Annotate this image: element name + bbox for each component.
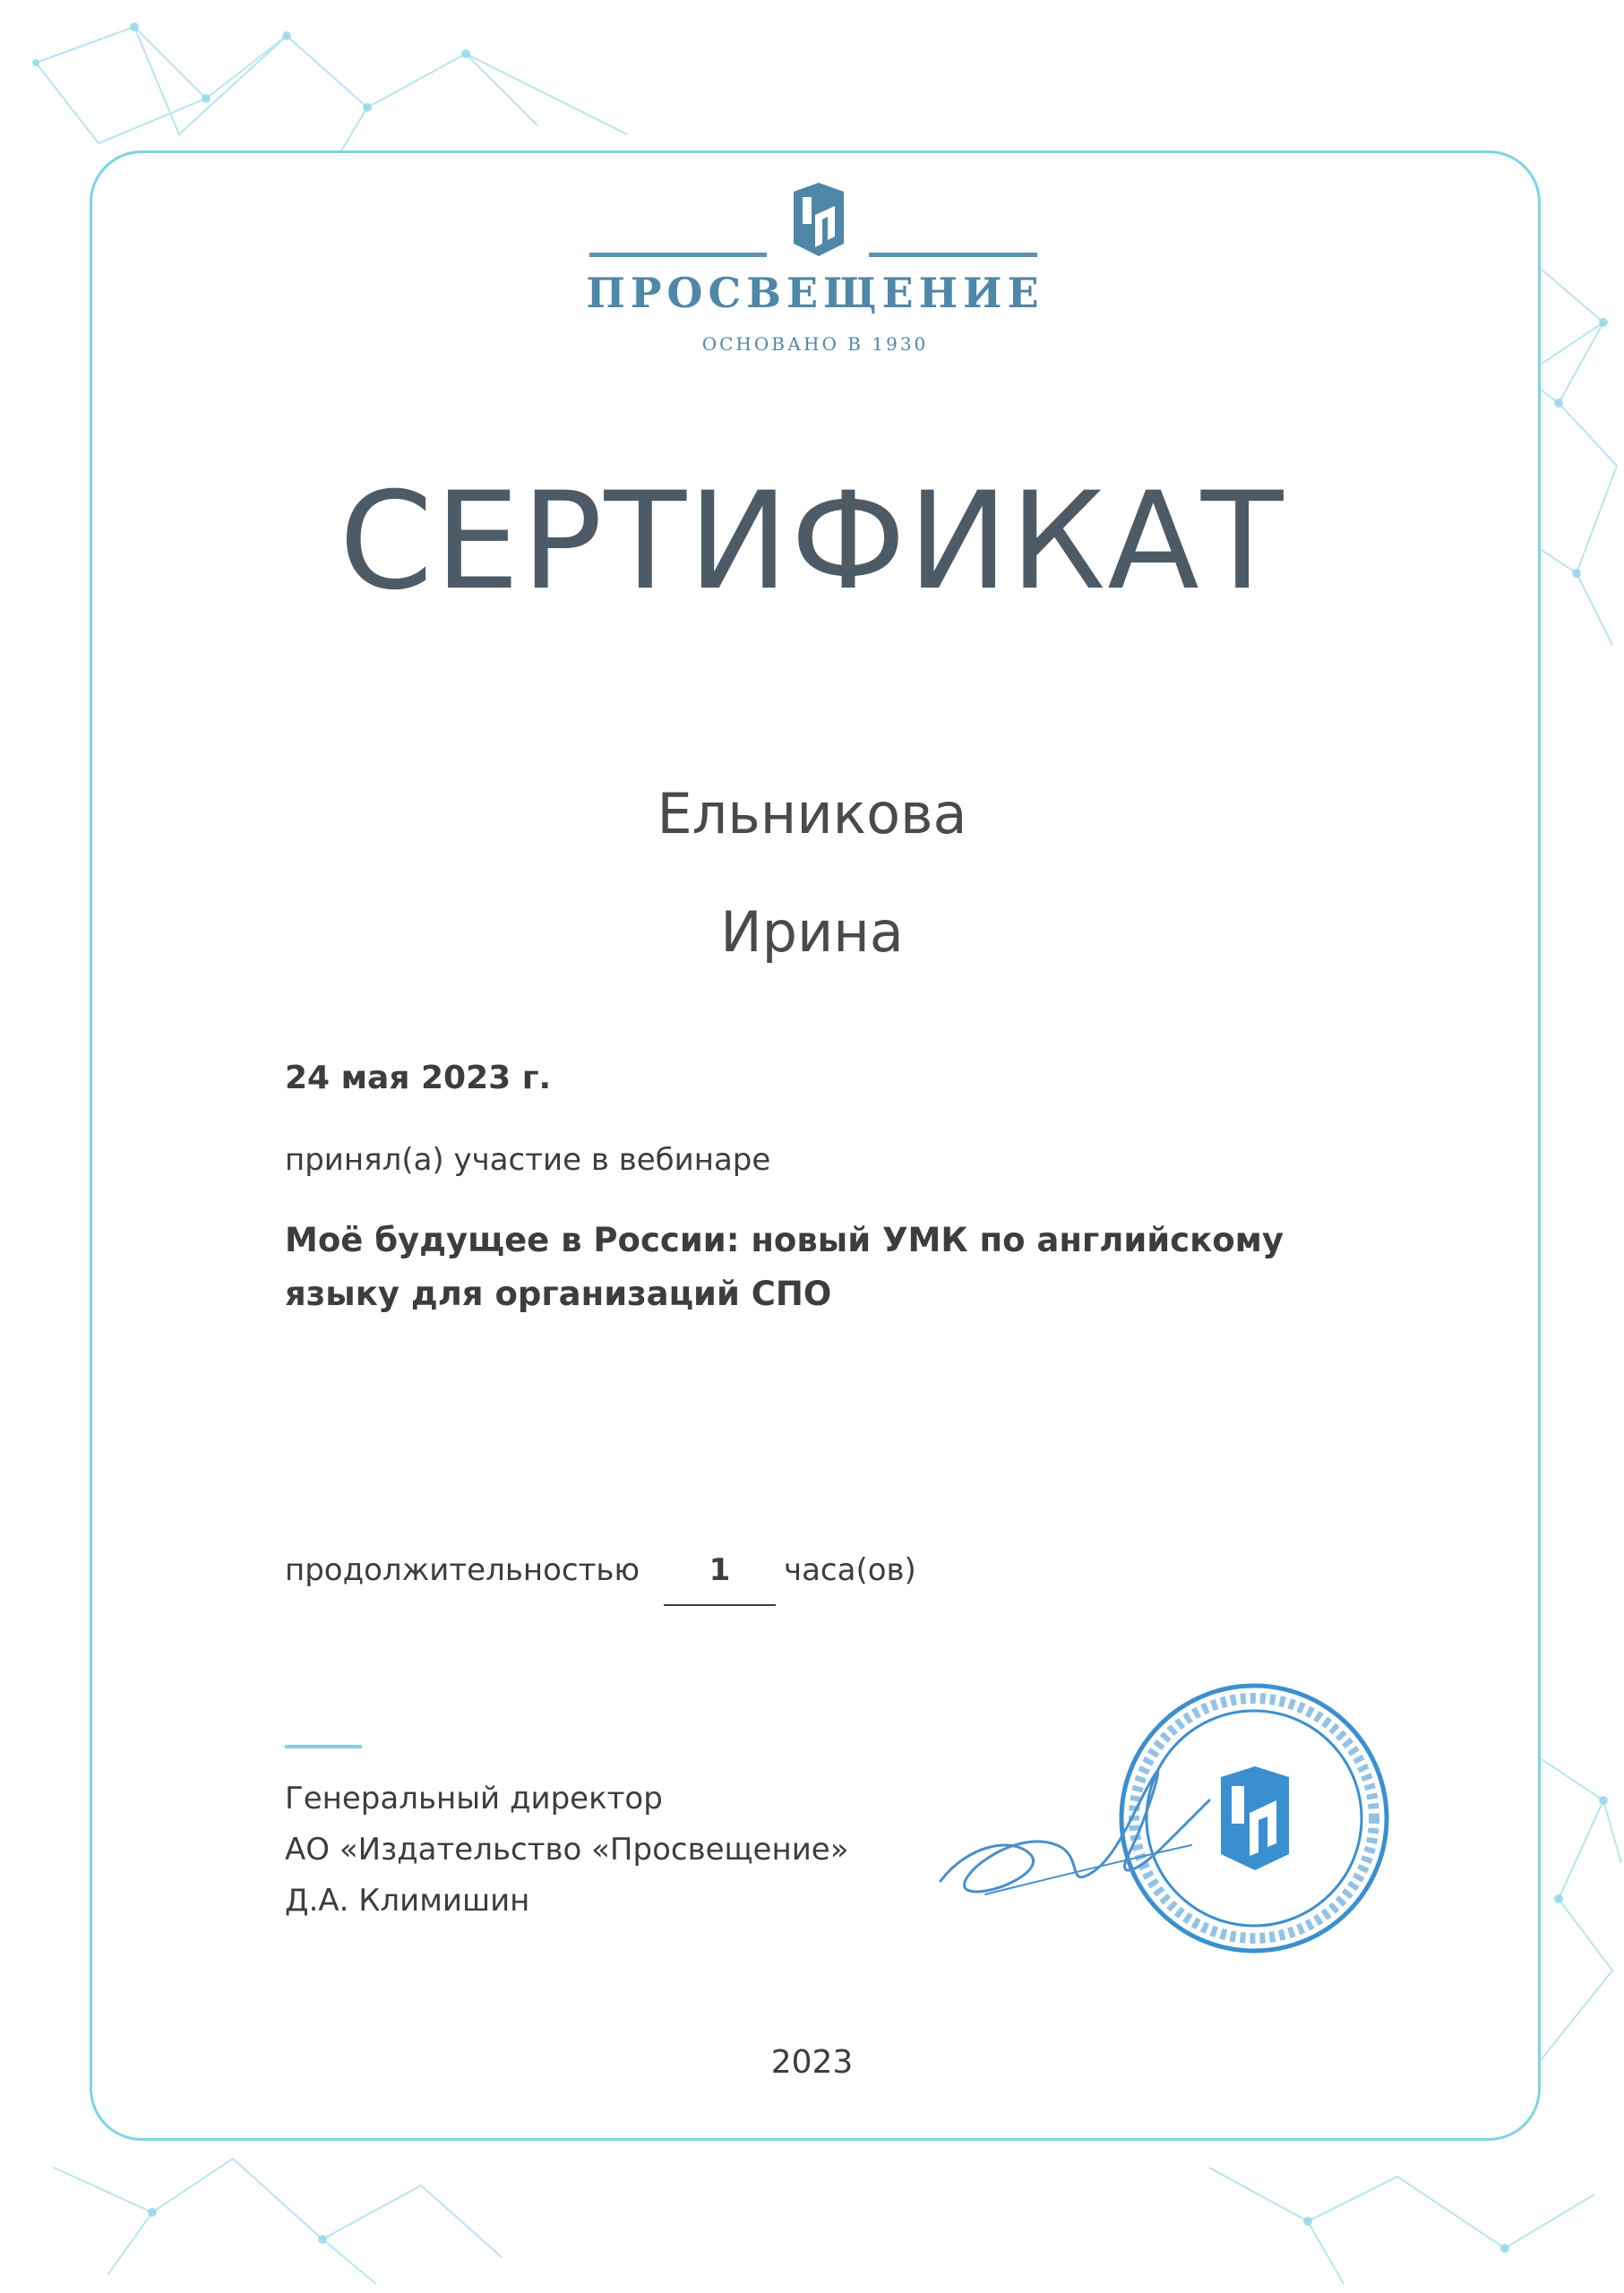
publisher-logo	[573, 179, 1057, 367]
issue-year: 2023	[770, 2044, 854, 2081]
recipient-first-name: Ирина	[720, 899, 904, 965]
event-date: 24 мая 2023 г.	[285, 1060, 552, 1096]
webinar-title	[285, 1214, 1360, 1321]
signatory-name: Д.А. Климишин	[285, 1883, 530, 1919]
logo-rule-right	[869, 253, 1037, 257]
logo-rule-left	[589, 253, 767, 257]
publisher-name: ПРОСВЕЩЕНИЕ	[586, 269, 1044, 317]
publisher-tagline: ОСНОВАНО В 1930	[701, 333, 929, 355]
webinar-title-line-1: Моё будущее в России: новый УМК по английскому	[285, 1221, 1285, 1259]
signature	[932, 1747, 1218, 1917]
certificate-title: СЕРТИФИКАТ	[339, 464, 1285, 620]
accent-rule	[285, 1745, 362, 1748]
duration-unit: часа(ов)	[784, 1552, 916, 1588]
signatory-organization: АО «Издательство «Просвещение»	[285, 1832, 849, 1868]
webinar-title-line-2: языку для организаций СПО	[285, 1275, 832, 1313]
recipient-surname: Ельникова	[657, 781, 967, 846]
duration-label: продолжительностью	[285, 1552, 640, 1588]
publisher-emblem-icon	[788, 179, 849, 260]
duration-value: 1	[664, 1552, 776, 1606]
signatory-position: Генеральный директор	[285, 1781, 663, 1816]
participation-text: принял(а) участие в вебинаре	[285, 1142, 771, 1178]
signatory-block	[285, 1773, 849, 1927]
